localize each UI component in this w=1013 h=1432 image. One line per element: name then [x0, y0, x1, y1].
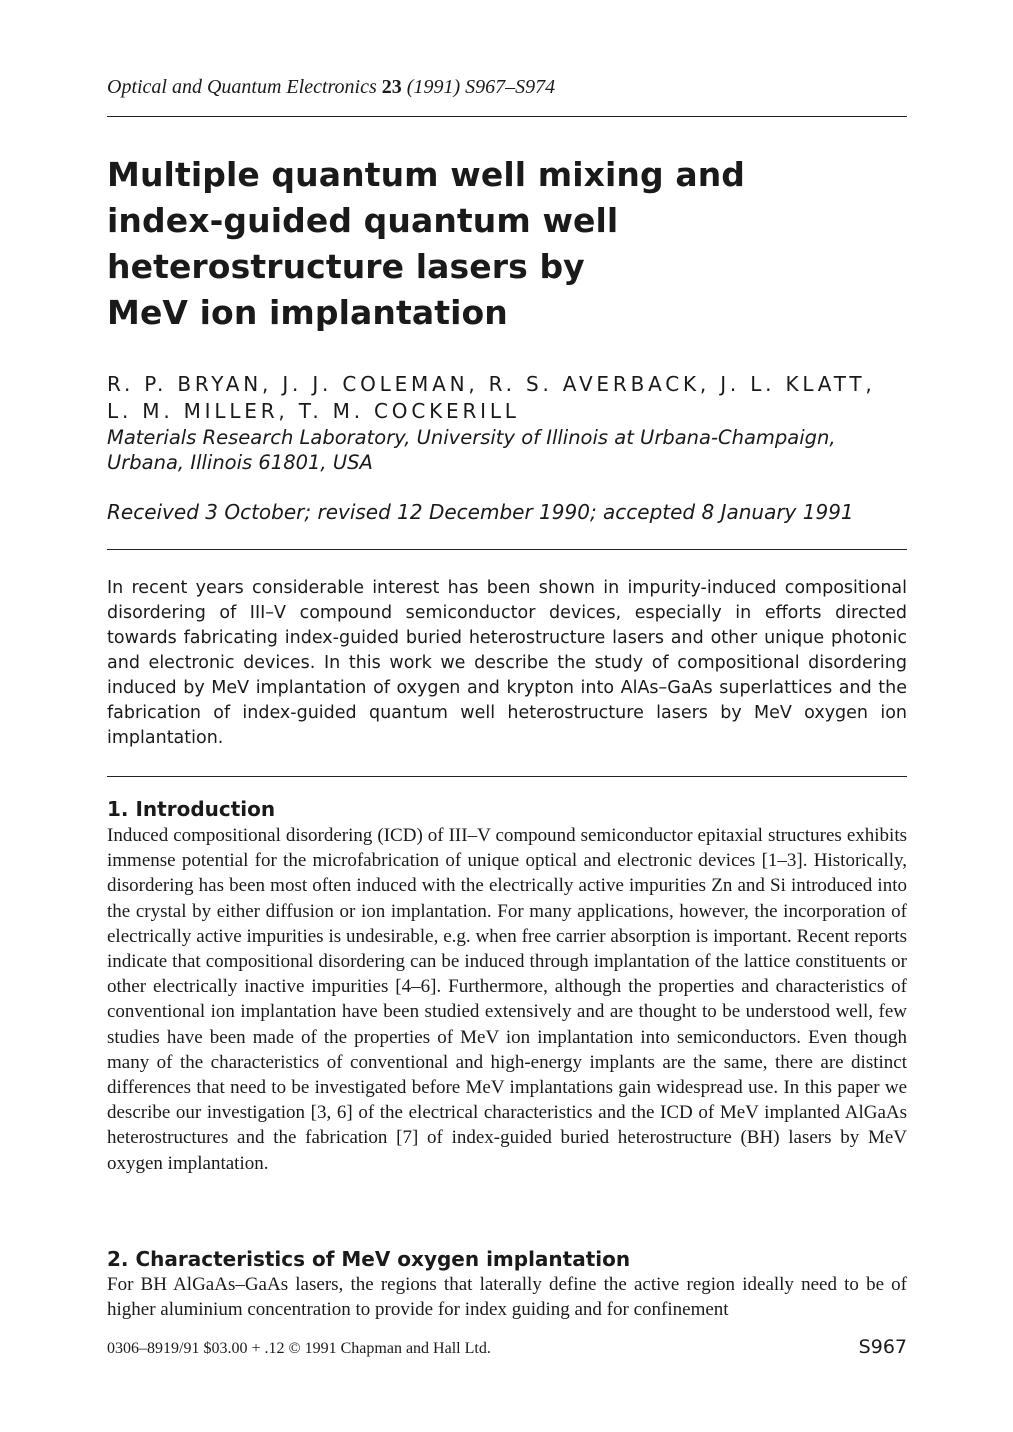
section-heading-introduction: 1. Introduction [107, 797, 276, 821]
affiliation-line: Urbana, Illinois 61801, USA [107, 451, 373, 474]
authors-line: R. P. BRYAN, J. J. COLEMAN, R. S. AVERBACK, J. L. KLATT, [107, 372, 876, 396]
section-text-characteristics: For BH AlGaAs–GaAs lasers, the regions that laterally define the active region ideally need to be of higher aluminium concentration to provide for index guiding and for confinement [107, 1274, 907, 1321]
section-text-introduction: Induced compositional disordering (ICD) of III–V compound semiconductor epitaxial structures exhibits immense potential for the microfabrication of unique optical and electronic devices [1–3]. Historically, disordering has been most often induced with the electrically active impurities Zn and Si introduced into the crystal by either diffusion or ion implantation. For many applications, however, the incorporation of electrically active impurities is undesirable, e.g. when free carrier absorption is important. Recent reports indicate that compositional disordering can be induced through implantation of the lattice constituents or other electrically inactive impurities [4–6]. Furthermore, although the properties and characteristics of conventional ion implantation have been studied extensively and are thought to be understood well, few studies have been made of the properties of MeV ion implantation into semiconductors. Even though many of the characteristics of conventional and high-energy implants are the same, there are distinct differences that need to be investigated before MeV implantations gain widespread use. In this paper we describe our investigation [3, 6] of the electrical characteristics and the ICD of MeV implanted AlGaAs heterostructures and the fabrication [7] of index-guided buried heterostructure (BH) lasers by MeV oxygen implantation. [107, 825, 907, 1174]
copyright-footer: 0306–8919/91 $03.00 + .12 © 1991 Chapman and Hall Ltd. [107, 1340, 491, 1357]
affiliation [107, 425, 907, 475]
abstract-bottom-rule [107, 776, 907, 777]
affiliation-line: Materials Research Laboratory, University of Illinois at Urbana-Champaign, [107, 426, 836, 449]
title-line: Multiple quantum well mixing and [107, 155, 746, 194]
title-line: MeV ion implantation [107, 293, 508, 332]
authors-line: L. M. MILLER, T. M. COCKERILL [107, 399, 520, 423]
header-rule [107, 116, 907, 117]
paper-title [107, 152, 907, 336]
title-line: index-guided quantum well [107, 201, 619, 240]
journal-name: Optical and Quantum Electronics [107, 76, 377, 98]
journal-header [107, 76, 907, 99]
page-number: S967 [858, 1336, 907, 1358]
received-dates: Received 3 October; revised 12 December 1990; accepted 8 January 1991 [107, 500, 854, 524]
section-heading-characteristics: 2. Characteristics of MeV oxygen implantation [107, 1247, 631, 1271]
journal-volume: 23 [381, 76, 402, 98]
title-line: heterostructure lasers by [107, 247, 585, 286]
abstract: In recent years considerable interest has been shown in impurity-induced compositional disordering of III–V compound semiconductor devices, especially in efforts directed towards fabricating index-guided buried heterostructure lasers and other unique photonic and electronic devices. In this work we describe the study of compositional disordering induced by MeV implantation of oxygen and krypton into AlAs–GaAs superlattices and the fabrication of index-guided quantum well heterostructure lasers by MeV oxygen ion implantation. [107, 578, 907, 748]
abstract-top-rule [107, 549, 907, 550]
authors [107, 371, 907, 425]
journal-issue-pages: (1991) S967–S974 [406, 76, 556, 98]
